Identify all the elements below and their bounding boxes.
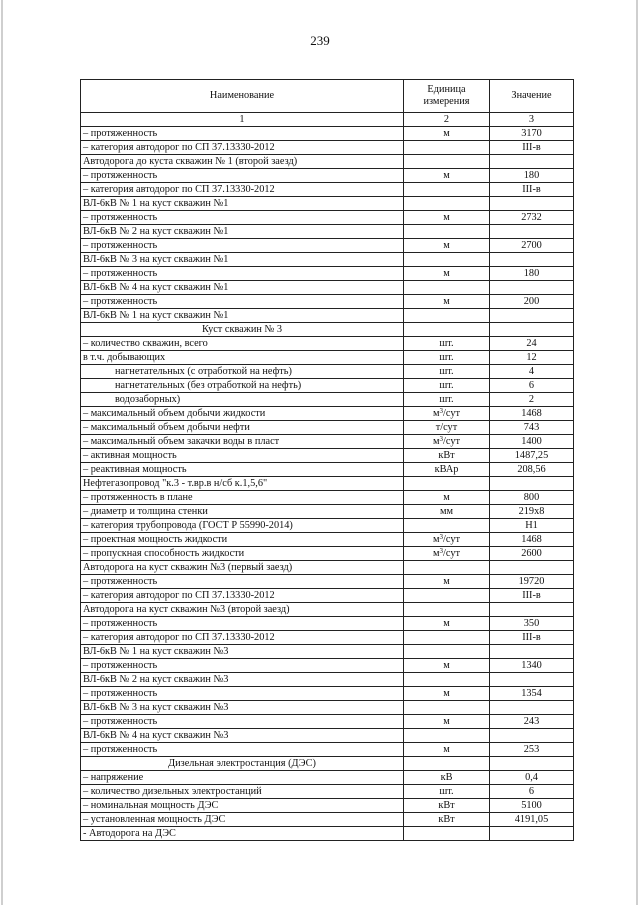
table-row bbox=[81, 743, 574, 757]
row-value bbox=[490, 323, 574, 337]
table-row bbox=[81, 771, 574, 785]
row-value: Н1 bbox=[490, 519, 574, 533]
row-name: Автодорога до куста скважин № 1 (второй заезд) bbox=[81, 155, 404, 169]
row-value: 5100 bbox=[490, 799, 574, 813]
row-name: – категория автодорог по СП 37.13330-2012 bbox=[81, 183, 404, 197]
row-unit: шт. bbox=[404, 393, 490, 407]
row-name: – максимальный объем закачки воды в пласт bbox=[81, 435, 404, 449]
row-name: – проектная мощность жидкости bbox=[81, 533, 404, 547]
row-value bbox=[490, 603, 574, 617]
row-name: – протяженность bbox=[81, 169, 404, 183]
row-value: 1354 bbox=[490, 687, 574, 701]
row-value bbox=[490, 645, 574, 659]
column-number-row bbox=[81, 113, 574, 127]
table-row bbox=[81, 645, 574, 659]
table-row bbox=[81, 533, 574, 547]
row-name: в т.ч. добывающих bbox=[81, 351, 404, 365]
row-unit bbox=[404, 729, 490, 743]
row-name: нагнетательных (с отработкой на нефть) bbox=[81, 365, 404, 379]
row-value bbox=[490, 729, 574, 743]
row-value: 2600 bbox=[490, 547, 574, 561]
row-value: 219х8 bbox=[490, 505, 574, 519]
row-unit bbox=[404, 561, 490, 575]
table-header-row bbox=[81, 80, 574, 113]
row-value: 24 bbox=[490, 337, 574, 351]
header-value: Значение bbox=[490, 80, 574, 113]
table-row bbox=[81, 155, 574, 169]
table-row bbox=[81, 701, 574, 715]
row-name: – категория трубопровода (ГОСТ Р 55990-2014) bbox=[81, 519, 404, 533]
row-unit bbox=[404, 183, 490, 197]
row-unit: $м^3$/сут bbox=[404, 407, 490, 421]
row-value: 253 bbox=[490, 743, 574, 757]
row-unit: $м^3$/сут bbox=[404, 533, 490, 547]
table-row bbox=[81, 169, 574, 183]
row-name: – протяженность bbox=[81, 127, 404, 141]
row-value: 2732 bbox=[490, 211, 574, 225]
row-name: Автодорога на куст скважин №3 (второй заезд) bbox=[81, 603, 404, 617]
table-row bbox=[81, 281, 574, 295]
row-name: – установленная мощность ДЭС bbox=[81, 813, 404, 827]
row-value: 1340 bbox=[490, 659, 574, 673]
row-unit bbox=[404, 757, 490, 771]
row-name: - Автодорога на ДЭС bbox=[81, 827, 404, 841]
row-value: 19720 bbox=[490, 575, 574, 589]
table-row bbox=[81, 253, 574, 267]
superscript-3: 3 bbox=[439, 547, 444, 555]
row-name: – категория автодорог по СП 37.13330-2012 bbox=[81, 631, 404, 645]
row-unit: шт. bbox=[404, 351, 490, 365]
row-name: – пропускная способность жидкости bbox=[81, 547, 404, 561]
row-value: 743 bbox=[490, 421, 574, 435]
row-unit bbox=[404, 253, 490, 267]
row-unit: т/сут bbox=[404, 421, 490, 435]
row-unit: мм bbox=[404, 505, 490, 519]
table-row bbox=[81, 463, 574, 477]
table-row bbox=[81, 575, 574, 589]
table-row bbox=[81, 659, 574, 673]
row-name: ВЛ-6кВ № 4 на куст скважин №3 bbox=[81, 729, 404, 743]
row-name: Нефтегазопровод "к.3 - т.вр.в н/сб к.1,5,6" bbox=[81, 477, 404, 491]
row-name: – протяженность bbox=[81, 267, 404, 281]
table-row bbox=[81, 603, 574, 617]
table-row bbox=[81, 827, 574, 841]
row-unit: м bbox=[404, 687, 490, 701]
row-value: 1487,25 bbox=[490, 449, 574, 463]
header-name: Наименование bbox=[81, 80, 404, 113]
table-row bbox=[81, 141, 574, 155]
row-unit: кВт bbox=[404, 813, 490, 827]
table-row bbox=[81, 295, 574, 309]
row-unit bbox=[404, 673, 490, 687]
row-unit: м bbox=[404, 127, 490, 141]
column-number-2: 2 bbox=[404, 113, 490, 127]
table-row bbox=[81, 323, 574, 337]
row-value: III-в bbox=[490, 631, 574, 645]
row-unit bbox=[404, 197, 490, 211]
row-name: Автодорога на куст скважин №3 (первый заезд) bbox=[81, 561, 404, 575]
row-value: 12 bbox=[490, 351, 574, 365]
row-unit: кВ bbox=[404, 771, 490, 785]
row-name: – протяженность bbox=[81, 575, 404, 589]
row-value bbox=[490, 477, 574, 491]
table-row bbox=[81, 547, 574, 561]
row-name: – протяженность bbox=[81, 295, 404, 309]
table-row bbox=[81, 813, 574, 827]
row-unit bbox=[404, 603, 490, 617]
row-unit: м bbox=[404, 239, 490, 253]
row-value bbox=[490, 281, 574, 295]
row-value: 4191,05 bbox=[490, 813, 574, 827]
table-row bbox=[81, 393, 574, 407]
row-name: – количество дизельных электростанций bbox=[81, 785, 404, 799]
table-row bbox=[81, 673, 574, 687]
row-value bbox=[490, 561, 574, 575]
table-row bbox=[81, 225, 574, 239]
row-name: – протяженность bbox=[81, 743, 404, 757]
table-row bbox=[81, 365, 574, 379]
scan-edge-right bbox=[636, 0, 638, 905]
row-unit bbox=[404, 645, 490, 659]
row-value bbox=[490, 253, 574, 267]
row-unit bbox=[404, 477, 490, 491]
row-value bbox=[490, 827, 574, 841]
row-unit bbox=[404, 589, 490, 603]
table-row bbox=[81, 421, 574, 435]
table-row bbox=[81, 183, 574, 197]
row-unit: $м^3$/сут bbox=[404, 435, 490, 449]
superscript-3: 3 bbox=[439, 407, 444, 415]
page-number: 239 bbox=[310, 33, 330, 48]
table-row bbox=[81, 491, 574, 505]
table-row bbox=[81, 379, 574, 393]
row-name: – номинальная мощность ДЭС bbox=[81, 799, 404, 813]
row-value: 0,4 bbox=[490, 771, 574, 785]
row-name: ВЛ-6кВ № 4 на куст скважин №1 bbox=[81, 281, 404, 295]
table-row bbox=[81, 757, 574, 771]
row-unit bbox=[404, 323, 490, 337]
table-row bbox=[81, 477, 574, 491]
row-value: 200 bbox=[490, 295, 574, 309]
row-unit: м bbox=[404, 295, 490, 309]
row-value bbox=[490, 757, 574, 771]
row-name: ВЛ-6кВ № 3 на куст скважин №1 bbox=[81, 253, 404, 267]
table-row bbox=[81, 197, 574, 211]
row-unit: м bbox=[404, 715, 490, 729]
row-unit: м bbox=[404, 743, 490, 757]
table-row bbox=[81, 505, 574, 519]
table-row bbox=[81, 351, 574, 365]
row-unit bbox=[404, 519, 490, 533]
row-unit bbox=[404, 155, 490, 169]
row-unit bbox=[404, 701, 490, 715]
row-value: 208,56 bbox=[490, 463, 574, 477]
table-row bbox=[81, 785, 574, 799]
row-unit: м bbox=[404, 211, 490, 225]
table-row bbox=[81, 799, 574, 813]
row-name: – протяженность bbox=[81, 687, 404, 701]
row-name: – диаметр и толщина стенки bbox=[81, 505, 404, 519]
row-name: – протяженность bbox=[81, 659, 404, 673]
row-name: – категория автодорог по СП 37.13330-2012 bbox=[81, 141, 404, 155]
row-value: III-в bbox=[490, 183, 574, 197]
row-name: ВЛ-6кВ № 1 на куст скважин №3 bbox=[81, 645, 404, 659]
row-value bbox=[490, 155, 574, 169]
row-value: III-в bbox=[490, 589, 574, 603]
table-row bbox=[81, 267, 574, 281]
table-row bbox=[81, 631, 574, 645]
table-row bbox=[81, 449, 574, 463]
row-name: Дизельная электростанция (ДЭС) bbox=[81, 757, 404, 771]
row-unit: $м^3$/сут bbox=[404, 547, 490, 561]
table-row bbox=[81, 435, 574, 449]
table-row bbox=[81, 687, 574, 701]
table-row bbox=[81, 309, 574, 323]
row-value: 3170 bbox=[490, 127, 574, 141]
row-unit: м bbox=[404, 491, 490, 505]
column-number-1: 1 bbox=[81, 113, 404, 127]
row-value: 1468 bbox=[490, 533, 574, 547]
row-unit: кВт bbox=[404, 449, 490, 463]
row-name: – протяженность в плане bbox=[81, 491, 404, 505]
table-row bbox=[81, 337, 574, 351]
row-unit: шт. bbox=[404, 365, 490, 379]
row-name: ВЛ-6кВ № 3 на куст скважин №3 bbox=[81, 701, 404, 715]
row-unit: м bbox=[404, 659, 490, 673]
row-unit: шт. bbox=[404, 337, 490, 351]
specification-table bbox=[80, 79, 573, 841]
table-row bbox=[81, 407, 574, 421]
row-value: 6 bbox=[490, 785, 574, 799]
row-value bbox=[490, 225, 574, 239]
superscript-3: 3 bbox=[439, 435, 444, 443]
row-name: – реактивная мощность bbox=[81, 463, 404, 477]
row-unit: м bbox=[404, 575, 490, 589]
table-row bbox=[81, 617, 574, 631]
row-value: 4 bbox=[490, 365, 574, 379]
row-name: ВЛ-6кВ № 1 на куст скважин №1 bbox=[81, 309, 404, 323]
row-unit bbox=[404, 141, 490, 155]
row-unit: шт. bbox=[404, 379, 490, 393]
row-unit: м bbox=[404, 267, 490, 281]
table-row bbox=[81, 715, 574, 729]
row-value: 243 bbox=[490, 715, 574, 729]
row-unit: кВАр bbox=[404, 463, 490, 477]
row-name: – протяженность bbox=[81, 617, 404, 631]
row-name: – протяженность bbox=[81, 211, 404, 225]
row-value: 6 bbox=[490, 379, 574, 393]
row-unit bbox=[404, 631, 490, 645]
row-name: – протяженность bbox=[81, 239, 404, 253]
row-name: – максимальный объем добычи жидкости bbox=[81, 407, 404, 421]
row-value: 2700 bbox=[490, 239, 574, 253]
row-name: водозаборных) bbox=[81, 393, 404, 407]
superscript-3: 3 bbox=[439, 533, 444, 541]
row-unit: м bbox=[404, 169, 490, 183]
row-name: – активная мощность bbox=[81, 449, 404, 463]
row-name: – протяженность bbox=[81, 715, 404, 729]
row-unit bbox=[404, 309, 490, 323]
row-value: 1468 bbox=[490, 407, 574, 421]
row-unit: кВт bbox=[404, 799, 490, 813]
row-value: 180 bbox=[490, 267, 574, 281]
row-value: III-в bbox=[490, 141, 574, 155]
table-row bbox=[81, 589, 574, 603]
table-row bbox=[81, 729, 574, 743]
row-name: ВЛ-6кВ № 1 на куст скважин №1 bbox=[81, 197, 404, 211]
column-number-3: 3 bbox=[490, 113, 574, 127]
table-row bbox=[81, 239, 574, 253]
table-row bbox=[81, 127, 574, 141]
row-name: – категория автодорог по СП 37.13330-2012 bbox=[81, 589, 404, 603]
row-value bbox=[490, 197, 574, 211]
row-name: ВЛ-6кВ № 2 на куст скважин №1 bbox=[81, 225, 404, 239]
row-value bbox=[490, 701, 574, 715]
scan-edge-left bbox=[1, 0, 3, 905]
row-value bbox=[490, 309, 574, 323]
table-row bbox=[81, 519, 574, 533]
row-unit bbox=[404, 225, 490, 239]
row-name: – максимальный объем добычи нефти bbox=[81, 421, 404, 435]
row-name: – напряжение bbox=[81, 771, 404, 785]
row-name: ВЛ-6кВ № 2 на куст скважин №3 bbox=[81, 673, 404, 687]
row-value: 350 bbox=[490, 617, 574, 631]
row-name: нагнетательных (без отработкой на нефть) bbox=[81, 379, 404, 393]
row-value: 800 bbox=[490, 491, 574, 505]
row-unit bbox=[404, 827, 490, 841]
row-name: – количество скважин, всего bbox=[81, 337, 404, 351]
row-unit bbox=[404, 281, 490, 295]
table-row bbox=[81, 561, 574, 575]
row-value: 1400 bbox=[490, 435, 574, 449]
row-value: 2 bbox=[490, 393, 574, 407]
row-unit: шт. bbox=[404, 785, 490, 799]
header-unit: Единица измерения bbox=[404, 80, 490, 113]
row-value: 180 bbox=[490, 169, 574, 183]
row-value bbox=[490, 673, 574, 687]
table-row bbox=[81, 211, 574, 225]
row-name: Куст скважин № 3 bbox=[81, 323, 404, 337]
row-unit: м bbox=[404, 617, 490, 631]
